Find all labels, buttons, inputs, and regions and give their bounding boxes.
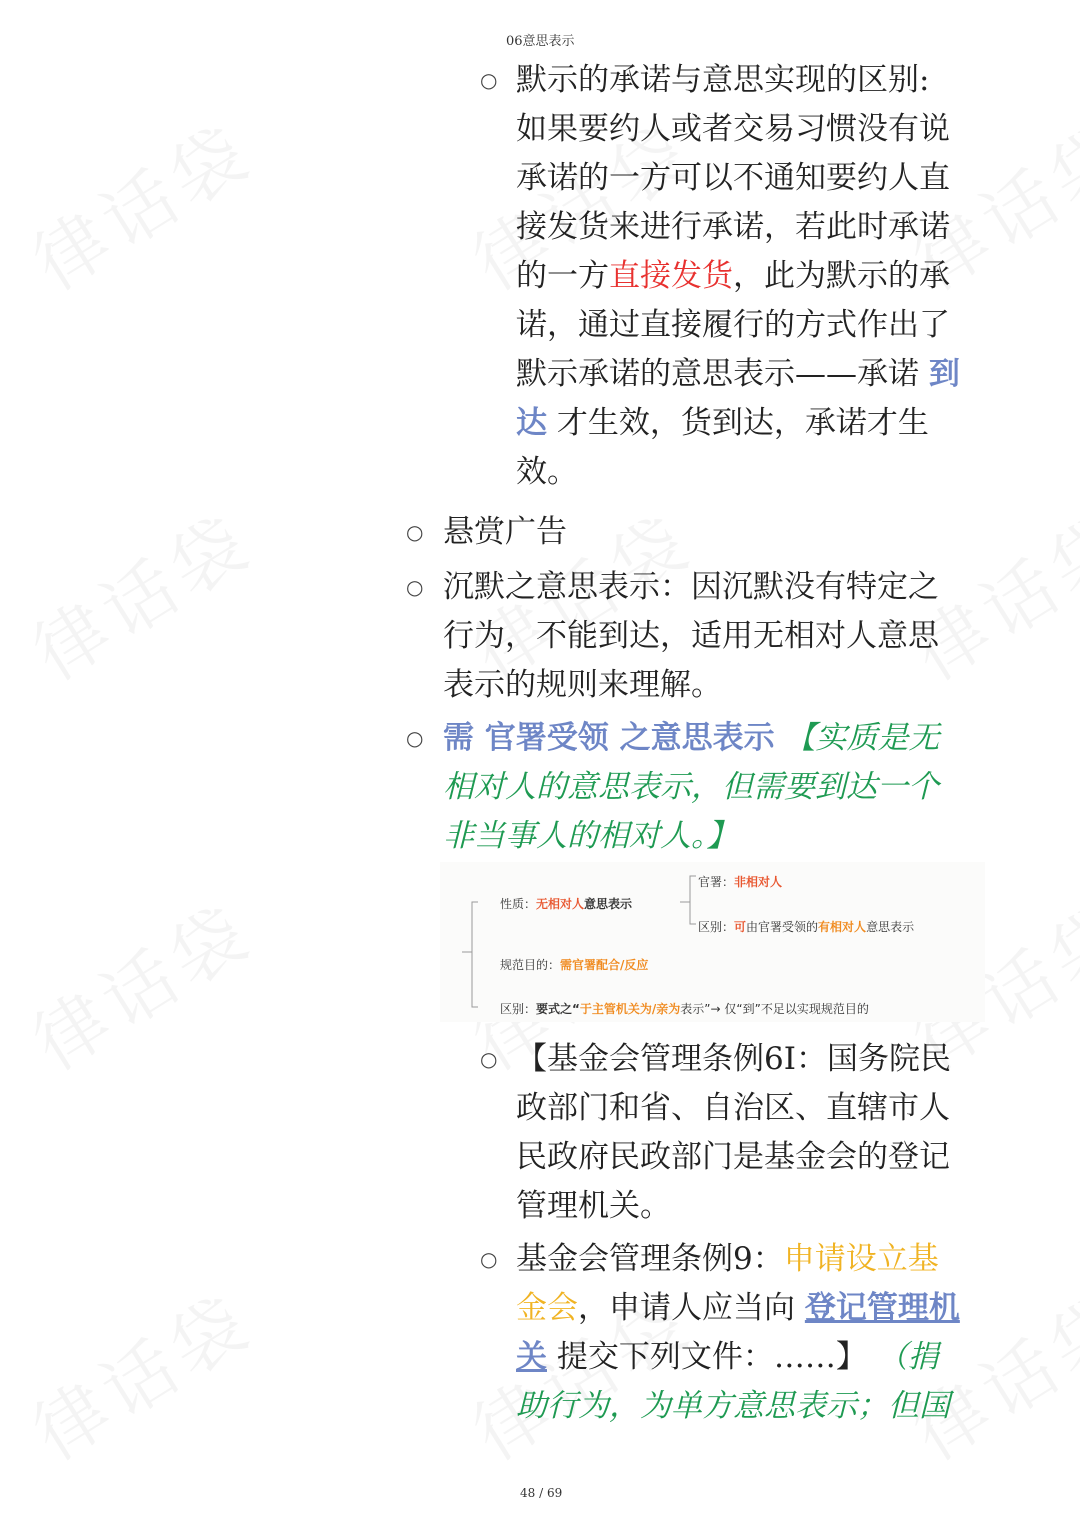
highlight-green: （捐 xyxy=(866,1339,939,1375)
bullet-circle-icon: ○ xyxy=(406,520,424,544)
highlight-blue: 达 xyxy=(516,405,547,441)
highlight-orange: 金会 xyxy=(516,1290,578,1326)
list-item-foundation-9 xyxy=(516,1235,960,1431)
node-guanshu xyxy=(698,873,782,890)
text-segment: ，申请人应当向 xyxy=(578,1290,805,1326)
text-line: 接发货来进行承诺，若此时承诺 xyxy=(516,209,950,245)
mindmap-diagram xyxy=(440,862,985,1022)
list-item-reward-ad xyxy=(443,508,567,557)
text-line xyxy=(516,1284,960,1333)
node-label: 性质： xyxy=(500,897,537,911)
highlight-blue: 关 xyxy=(516,1339,547,1375)
bracket-line xyxy=(690,876,696,924)
node-value: 意思表示 xyxy=(584,897,633,911)
text-line: 民政府民政部门是基金会的登记 xyxy=(516,1139,950,1175)
bullet-circle-icon: ○ xyxy=(406,575,424,599)
text-line xyxy=(516,399,960,448)
text-line: 诺，通过直接履行的方式作出了 xyxy=(516,307,950,343)
bracket-line xyxy=(472,902,478,1007)
text-line: 效。 xyxy=(516,454,578,490)
list-item-silence xyxy=(443,563,939,710)
text-line: 政部门和省、自治区、直辖市人 xyxy=(516,1090,950,1126)
node-difference-1 xyxy=(698,918,914,935)
text-segment: ，此为默示的承 xyxy=(733,258,950,294)
node-label: 区别： xyxy=(500,1002,537,1016)
page-header: 06意思表示 xyxy=(506,34,575,49)
text-line: 行为，不能到达，适用无相对人意思 xyxy=(443,618,939,654)
list-item-authority-receipt xyxy=(443,714,939,861)
text-segment: 的一方 xyxy=(516,258,609,294)
text-line xyxy=(516,252,960,301)
text-segment: 提交下列文件：……】 xyxy=(547,1339,867,1375)
bullet-circle-icon: ○ xyxy=(406,726,424,750)
highlight-blue: 登记管理机 xyxy=(804,1290,960,1326)
node-label: 区别： xyxy=(698,920,735,934)
highlight-blue: 需 官署受领 之意思表示 xyxy=(443,720,775,756)
highlight-blue: 到 xyxy=(928,356,960,392)
page-number: 48 / 69 xyxy=(520,1486,563,1500)
highlight-red: 直接发货 xyxy=(609,258,733,294)
watermark xyxy=(11,1264,270,1479)
text-line: 【基金会管理条例6I：国务院民 xyxy=(516,1041,951,1077)
node-value-orange: 有相对人 xyxy=(818,920,867,934)
list-item-implied-acceptance xyxy=(516,56,960,497)
list-item-foundation-6 xyxy=(516,1035,951,1231)
text-line: 如果要约人或者交易习惯没有说 xyxy=(516,111,950,147)
node-difference-2 xyxy=(500,1000,869,1017)
text-segment: 基金会管理条例9： xyxy=(516,1241,784,1277)
node-value: 表示”→ 仅“到”不足以实现规范目的 xyxy=(680,1002,869,1016)
node-value-red: 可 xyxy=(734,920,747,934)
node-nature xyxy=(500,895,632,912)
text-line: 承诺的一方可以不通知要约人直 xyxy=(516,160,950,196)
node-value-red: 无相对人 xyxy=(536,897,585,911)
node-value-orange: 需官署配合/反应 xyxy=(560,958,649,972)
node-label: 官署： xyxy=(698,875,735,889)
text-line: 沉默之意思表示：因沉默没有特定之 xyxy=(443,569,939,605)
text-line: 悬赏广告 xyxy=(443,514,567,550)
watermark xyxy=(11,94,270,309)
text-line: 管理机关。 xyxy=(516,1188,671,1224)
text-line: 相对人的意思表示，但需要到达一个 xyxy=(443,769,939,805)
node-purpose xyxy=(500,956,648,973)
node-value-orange: 于主管机关为/亲为 xyxy=(579,1002,681,1016)
bullet-circle-icon: ○ xyxy=(480,68,498,92)
text-line xyxy=(516,350,960,399)
highlight-green: 【实质是无 xyxy=(774,720,940,756)
node-value: 由官署受领的 xyxy=(746,920,819,934)
text-segment: 才生效，货到达，承诺才生 xyxy=(547,405,929,441)
text-line: 默示的承诺与意思实现的区别: xyxy=(516,62,930,98)
node-value: 意思表示 xyxy=(866,920,915,934)
node-label: 规范目的： xyxy=(500,958,561,972)
highlight-orange: 申请设立基 xyxy=(783,1241,939,1277)
text-line xyxy=(443,714,939,763)
watermark xyxy=(11,484,270,699)
text-segment: 默示承诺的意思表示——承诺 xyxy=(516,356,929,392)
text-line xyxy=(516,1333,960,1382)
text-line xyxy=(516,1235,960,1284)
text-line: 非当事人的相对人。】 xyxy=(443,818,738,854)
text-line: 表示的规则来理解。 xyxy=(443,667,722,703)
bullet-circle-icon: ○ xyxy=(480,1047,498,1071)
node-value-red: 非相对人 xyxy=(734,875,783,889)
bullet-circle-icon: ○ xyxy=(480,1247,498,1271)
node-value: 要式之“ xyxy=(536,1002,580,1016)
watermark xyxy=(11,874,270,1089)
text-line: 助行为，为单方意思表示；但国 xyxy=(516,1388,950,1424)
